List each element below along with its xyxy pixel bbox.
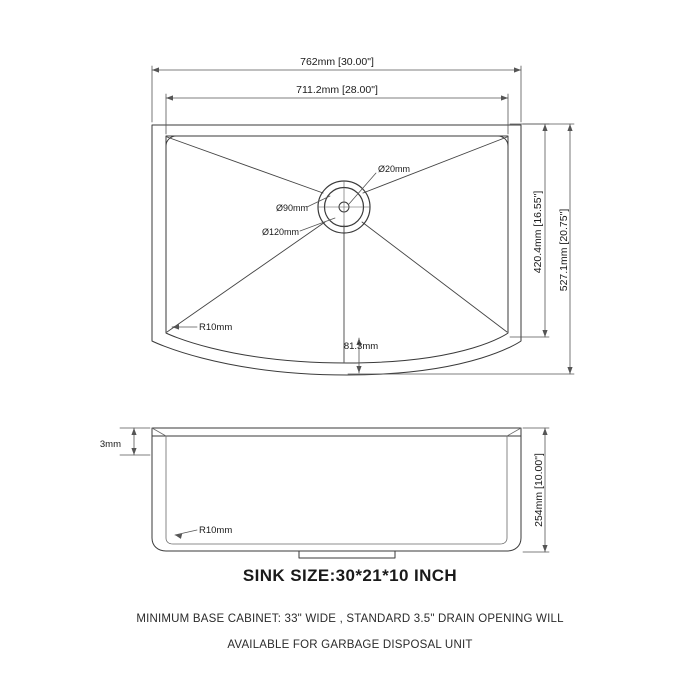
label-drain-inner: Ø90mm — [276, 203, 309, 213]
label-inner-depth: 420.4mm [16.55"] — [532, 190, 544, 274]
label-overall-width: 762mm [30.00"] — [300, 56, 374, 68]
label-corner-radius-front: R10mm — [199, 525, 233, 536]
caption-line-1: MINIMUM BASE CABINET: 33" WIDE , STANDARD 3.5" DRAIN OPENING WILL — [136, 613, 564, 625]
leader-corner-radius-front — [175, 530, 197, 539]
caption-line-2: AVAILABLE FOR GARBAGE DISPOSAL UNIT — [227, 639, 473, 651]
caption-block — [0, 566, 700, 658]
label-overall-depth: 527.1mm [20.75"] — [558, 208, 570, 292]
label-front-curve: 81.3mm — [343, 341, 379, 352]
label-drain-small: Ø20mm — [378, 164, 411, 174]
leader-corner-radius-top — [172, 324, 197, 329]
top-view-outline — [152, 125, 521, 375]
dim-apron-thickness — [120, 428, 150, 455]
label-corner-radius-top: R10mm — [199, 322, 233, 333]
label-apron-thickness: 3mm — [99, 439, 121, 450]
dim-inner-width — [166, 94, 508, 134]
front-view-outline — [152, 428, 521, 558]
label-drain-outer: Ø120mm — [262, 227, 300, 237]
sink-size-title: SINK SIZE:30*21*10 INCH — [242, 566, 458, 585]
label-inner-width: 711.2mm [28.00"] — [296, 84, 378, 96]
label-bowl-height: 254mm [10.00"] — [533, 453, 545, 527]
